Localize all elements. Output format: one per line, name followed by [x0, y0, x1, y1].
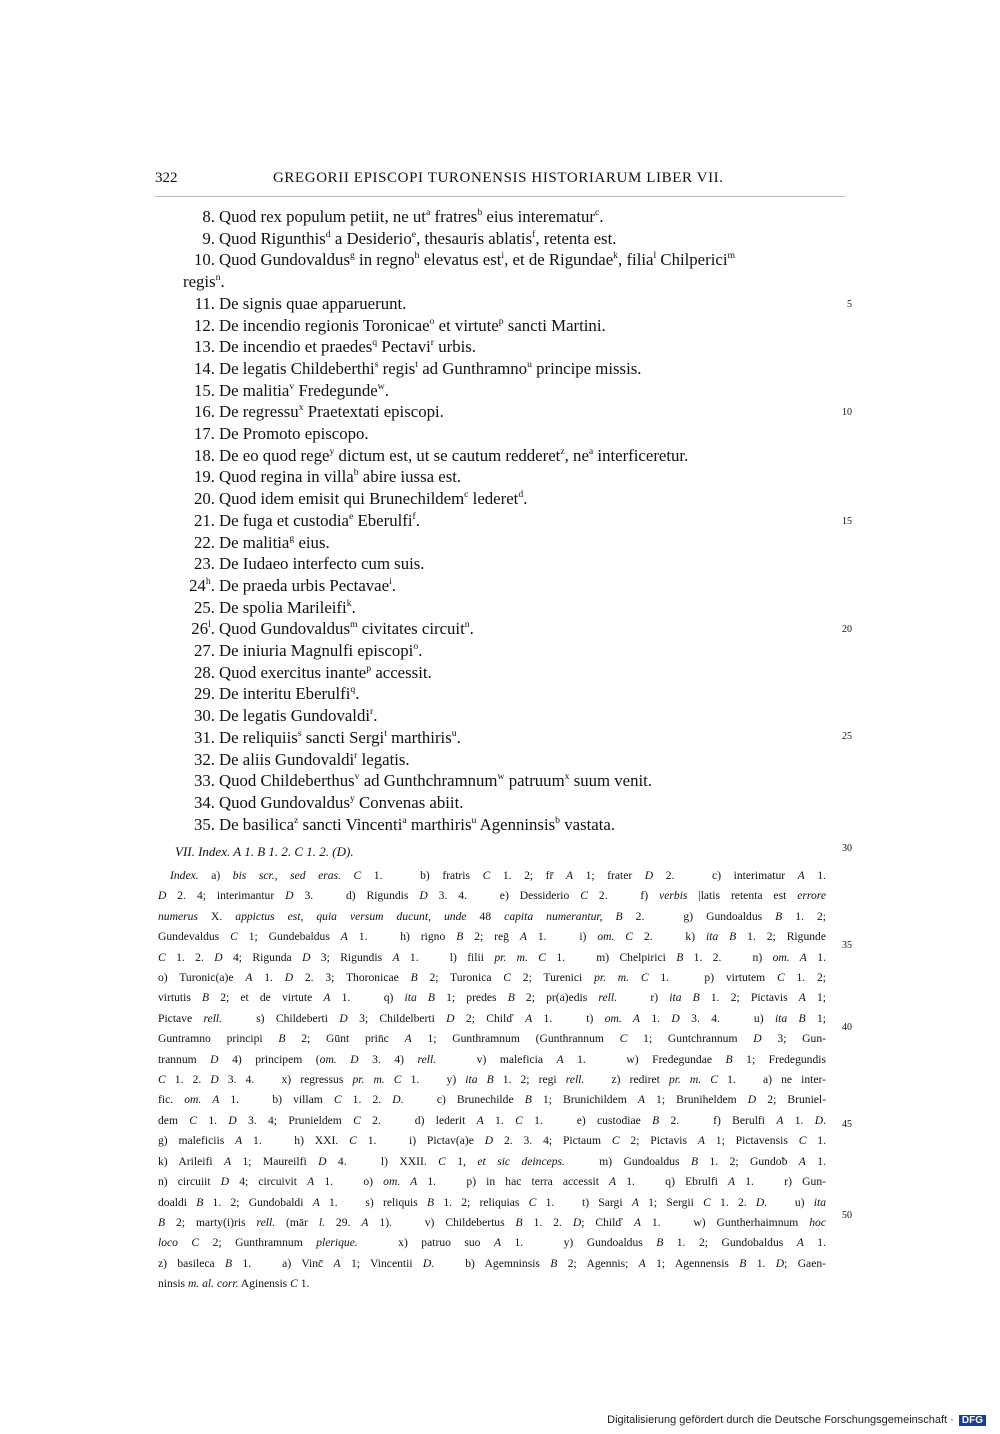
apparatus-line: n) circuiit D 4; circuivit A 1. o) om. A 1. p) in hac terra accessit A 1. q) Ebrulfi A 1. r) Gun- [158, 1175, 826, 1189]
apparatus-line: numerus X. appictus est, quia versum ducunt, unde 48 capita numerantur, B 2. g) Gundoaldus B 1. 2; [158, 909, 826, 923]
apparatus-line: trannum D 4) principem (om. D 3. 4) rell. v) maleficia A 1. w) Fredegundae B 1; Fredegundis [158, 1052, 826, 1066]
apparatus-line: Gundevaldus C 1; Gundebaldus A 1. h) rigno B 2; reḡ A 1. i) om. C 2. k) ita B 1. 2; Rigunde [158, 930, 826, 944]
chapter-number: 8. [202, 207, 215, 226]
chapter-number: 22. [194, 532, 215, 552]
apparatus-line: k) Arileifi A 1; Maureilfi D 4. l) XXII. C 1, et sic deinceps. m) Gundoaldus B 1. 2; Gundoƀ A 1. [158, 1154, 826, 1168]
chapter-title: De malitia$^v$ Fredegunde$^w$. [219, 380, 389, 400]
chapter-title: De iniuria Magnulfi episcopi$^o$. [219, 641, 423, 661]
apparatus-line: fic. om. A 1. b) villam C 1. 2. D. c) Brunechilde B 1; Brunichildem A 1; Bruniheldem D 2; Bruniel- [158, 1093, 826, 1107]
apparatus-line: B 2; marty(i)ris rell. (mār l. 29. A 1). v) Childebertus B 1. 2. D; Chilď A 1. w) Guntherhaimnum hoc [158, 1215, 826, 1229]
chapter-number: 33. [194, 771, 215, 791]
chapter-number: 25. [194, 597, 215, 617]
chapter-entry [185, 336, 835, 358]
chapter-number: 18. [194, 445, 215, 465]
header-rule [155, 196, 845, 197]
apparatus-line: Pictave rell. s) Childeberti D 3; Childelberti D 2; Chilď A 1. t) om. A 1. D 3. 4. u) ita B 1; [158, 1011, 826, 1025]
chapter-number: 15. [194, 380, 215, 400]
chapter-number: 11. [194, 293, 215, 313]
chapter-title: regis$^n$. [183, 272, 225, 292]
chapter-entry [185, 532, 835, 554]
chapter-title: De regressu$^x$ Praetextati episcopi. [219, 402, 444, 422]
chapter-entry [185, 749, 835, 771]
margin-line-number: 50 [842, 1210, 852, 1221]
chapter-entry [185, 401, 835, 423]
apparatus-line: g) maleficiis A 1. h) XXI. C 1. i) Pictav(a)e D 2. 3. 4; Pictaum C 2; Pictavis A 1; Pictavensis C 1. [158, 1134, 826, 1148]
chapter-entry [185, 575, 835, 597]
chapter-entry [185, 705, 835, 727]
chapter-number: 24$^h$. [189, 575, 215, 595]
chapter-title: Quod Childeberthus$^v$ ad Gunthchramnum$^w$ patruum$^x$ suum venit. [219, 771, 653, 791]
chapter-entry [185, 727, 835, 749]
chapter-number: 26$^l$. [191, 619, 215, 639]
chapter-title: Quod rex populum petiit, ne $ut^a$ fratres$^b$ eius interematur$^c$. [219, 207, 604, 226]
dfg-logo: DFG [959, 1415, 986, 1426]
chapter-title: De eo quod rege$^y$ dictum est, ut se cautum redderet$^z$, $ne^a$ interficeretur. [219, 445, 689, 465]
chapter-title: Quod exercitus inante$^p$ accessit. [219, 662, 432, 682]
chapter-number: 31. [194, 727, 215, 747]
chapter-entry [185, 814, 835, 836]
chapter-entry [185, 228, 835, 250]
chapter-entry [185, 488, 835, 510]
apparatus-line: Index. a) bis scr., sed eras. C 1. b) fratris C 1. 2; fr̄ A 1; frater D 2. c) interimatur A 1. [170, 869, 826, 882]
chapter-title: De Promoto episcopo. [219, 424, 369, 444]
margin-line-number: 10 [842, 407, 852, 418]
chapter-number: 20. [194, 489, 215, 509]
chapter-number: 9. [202, 228, 215, 248]
chapter-title: De incendio regionis Toronicae$^o$ et virtute$^p$ sancti Martini. [219, 315, 606, 335]
chapter-entry [185, 597, 835, 619]
chapter-title: De legatis Childeberthi$^s$ regis$^t$ ad Gunthramno$^u$ principe missis. [219, 358, 642, 378]
critical-apparatus [158, 866, 826, 1295]
chapter-number: 30. [194, 706, 215, 726]
margin-line-number: 5 [847, 299, 852, 310]
apparatus-line: doaldi B 1. 2; Gundobaldi A 1. s) reliquis B 1. 2; reliquias C 1. t) Sargi A 1; Sergii C 1. 2. D. u) ita [158, 1195, 826, 1209]
chapter-title: De incendio et praedes$^q$ Pectavi$^r$ urbis. [219, 337, 476, 357]
chapter-entry [185, 618, 835, 640]
margin-line-number: 20 [842, 624, 852, 635]
chapter-index [185, 206, 835, 835]
apparatus-line: C 1. 2. D 4; Rigunda D 3; Rigundis A 1. l) filii pr. m. C 1. m) Chelpirici B 1. 2. n) om. A 1. [158, 950, 826, 964]
chapter-title: De reliquiis$^s$ sancti Sergi$^t$ marthiris$^u$. [219, 727, 461, 747]
chapter-title: Quod Gundovaldus$^m$ civitates circuit$^n$. [219, 619, 474, 639]
apparatus-line: o) Turonic(a)e A 1. D 2. 3; Thoronicae B 2; Turonica C 2; Turenici pr. m. C 1. p) virtutem C 1. 2; [158, 971, 826, 985]
chapter-number: 27. [194, 641, 215, 661]
chapter-title: De aliis Gundovaldi$^r$ legatis. [219, 749, 410, 769]
apparatus-line: Guntramno principi B 2; Gūnt prin̄c A 1; Gunthramnum (Gunthrannum C 1; Guntchrannum D 3; Gun- [158, 1032, 826, 1046]
apparatus-line: C 1. 2. D 3. 4. x) regressus pr. m. C 1. y) ita B 1. 2; regi rell. z) rediret pr. m. C 1. a) ne inter- [158, 1073, 826, 1087]
apparatus-line: loco C 2; Gunthramnum plerique. x) patruo suo A 1. y) Gundoaldus B 1. 2; Gundobaldus A 1. [158, 1236, 826, 1250]
chapter-entry-continued [183, 271, 835, 293]
apparatus-line: dem C 1. D 3. 4; Prunieldem C 2. d) lederit A 1. C 1. e) custodiae B 2. f) Berulfi A 1. D. [158, 1113, 826, 1127]
chapter-entry [185, 206, 835, 228]
chapter-title: De malitia$^g$ eius. [219, 532, 330, 552]
chapter-number: 28. [194, 662, 215, 682]
footer-text: Digitalisierung gefördert durch die Deutsche Forschungsgemeinschaft · [607, 1414, 954, 1426]
running-header [155, 170, 855, 192]
chapter-title: De legatis Gundovaldi$^r$. [219, 706, 378, 726]
chapter-entry [185, 380, 835, 402]
apparatus-line: D 2. 4; interimantur D 3. d) Rigundis D 3. 4. e) Dessiderio C 2. f) verbis |latis retenta est errore [158, 889, 826, 903]
margin-line-number: 35 [842, 940, 852, 951]
chapter-title: De signis quae apparuerunt. [219, 293, 407, 313]
chapter-entry [185, 662, 835, 684]
chapter-entry [185, 792, 835, 814]
chapter-number: 12. [194, 315, 215, 335]
margin-line-number: 40 [842, 1022, 852, 1033]
chapter-number: 19. [194, 467, 215, 487]
apparatus-line: virtutis B 2; et de virtute A 1. q) ita B 1; predes B 2; pr(a)edis rell. r) ita B 1. 2; Pictavis A 1; [158, 991, 826, 1005]
chapter-title: De basilica$^z$ sancti Vincenti$^a$ marthiris$^u$ Agenninsis$^b$ vastata. [219, 814, 616, 834]
chapter-entry [185, 466, 835, 488]
chapter-title: De spolia Marileifi$^k$. [219, 597, 356, 617]
chapter-entry [185, 293, 835, 315]
chapter-title: De Iudaeo interfecto cum suis. [219, 554, 425, 574]
chapter-title: De fuga et custodia$^e$ Eberulfi$^f$. [219, 510, 420, 530]
chapter-number: 34. [194, 792, 215, 812]
chapter-entry [185, 358, 835, 380]
chapter-number: 21. [194, 510, 215, 530]
chapter-number: 14. [194, 358, 215, 378]
page-number: 322 [155, 170, 178, 186]
chapter-entry [185, 423, 835, 445]
apparatus-line: z) basileca B 1. a) Vinc̄ A 1; Vincentii D. b) Agemninsis B 2; Agennis; A 1; Agennensis B 1. D; Gaen- [158, 1256, 826, 1270]
chapter-entry [185, 510, 835, 532]
margin-line-number: 15 [842, 516, 852, 527]
chapter-entry [185, 640, 835, 662]
apparatus-line: ninsis m. al. corr. Aginensis C 1. [158, 1277, 310, 1291]
margin-line-number: 30 [842, 843, 852, 854]
chapter-title: Quod Gundovaldus$^y$ Convenas abiit. [219, 792, 464, 812]
chapter-title: De praeda urbis Pectavae$^i$. [219, 575, 396, 595]
chapter-number: 17. [194, 424, 215, 444]
chapter-title: De interitu Eberulfi$^q$. [219, 684, 360, 704]
notes-heading: VII. Index. A 1. B 1. 2. C 1. 2. (D). [175, 844, 354, 859]
chapter-entry [185, 445, 835, 467]
chapter-number: 32. [194, 749, 215, 769]
chapter-entry [185, 315, 835, 337]
chapter-number: 29. [194, 684, 215, 704]
chapter-entry [185, 249, 835, 271]
dfg-footer [607, 1414, 986, 1426]
margin-line-number: 45 [842, 1119, 852, 1130]
chapter-entry [185, 553, 835, 575]
chapter-entry [185, 683, 835, 705]
chapter-number: 23. [194, 554, 215, 574]
chapter-number: 10. [194, 250, 215, 270]
chapter-title: Quod regina in villa$^b$ abire iussa est. [219, 467, 462, 487]
chapter-number: 35. [194, 814, 215, 834]
chapter-title: Quod Rigunthis$^d$ a Desiderio$^e$, thesauris ablatis$^f$, retenta est. [219, 228, 617, 248]
chapter-title: Quod Gundovaldus$^g$ in regno$^h$ elevatus est$^i$, et de Rigundae$^k$, filia$^l$ Chilperici$^m$ [219, 250, 736, 270]
margin-line-number: 25 [842, 731, 852, 742]
chapter-title: Quod idem emisit qui Brunechildem$^c$ lederet$^d$. [219, 489, 528, 509]
chapter-number: 16. [194, 402, 215, 422]
running-title: GREGORII EPISCOPI TURONENSIS HISTORIARUM LIBER VII. [273, 170, 724, 186]
chapter-number: 13. [194, 337, 215, 357]
chapter-entry [185, 770, 835, 792]
